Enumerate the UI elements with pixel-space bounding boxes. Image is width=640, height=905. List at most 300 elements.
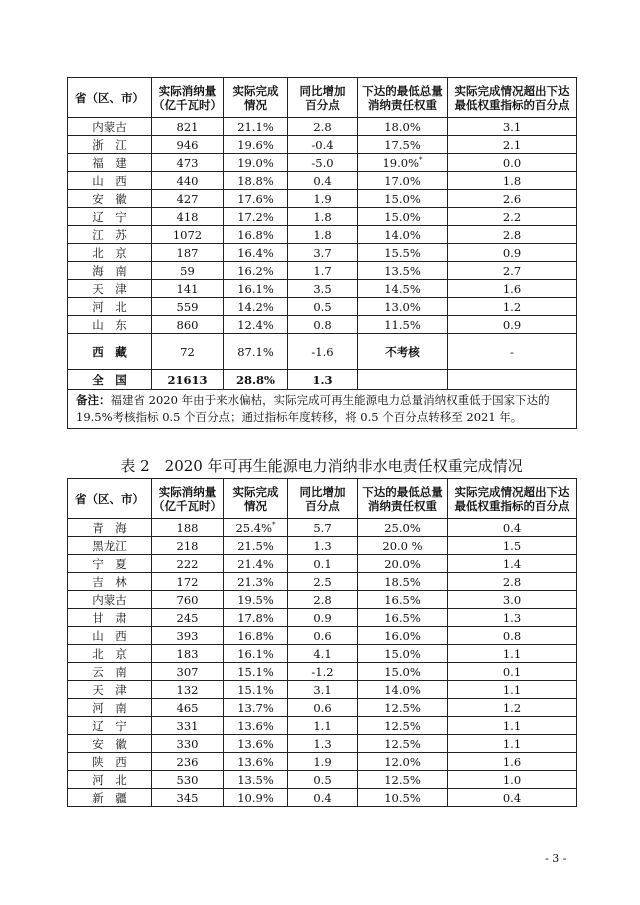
province-cell — [68, 735, 152, 753]
table-row — [68, 537, 577, 555]
province-cell — [68, 771, 152, 789]
table-cell — [224, 789, 288, 807]
column-header-line: 百分点 — [305, 97, 340, 112]
cell-value: 1.7 — [313, 263, 332, 278]
cell-value: 云 南 — [92, 664, 127, 679]
table-row — [68, 136, 577, 154]
cell-value: 331 — [176, 718, 199, 733]
table-cell — [224, 627, 288, 645]
province-cell — [68, 753, 152, 771]
cell-value: 13.5% — [237, 772, 274, 787]
cell-value: 172 — [176, 574, 199, 589]
table-cell — [288, 627, 358, 645]
column-header — [448, 78, 577, 118]
cell-value: 25.0% — [384, 520, 421, 535]
cell-value: 19.0% — [237, 155, 274, 170]
table-cell — [288, 316, 358, 334]
table-cell — [152, 591, 224, 609]
cell-value: - — [510, 344, 514, 359]
cell-value: 15.1% — [237, 664, 274, 679]
cell-value: 440 — [176, 173, 199, 188]
column-header-line: 省（区、市） — [75, 90, 144, 105]
table-cell — [224, 519, 288, 537]
cell-value: 946 — [176, 137, 199, 152]
cell-value: 4.1 — [313, 646, 332, 661]
column-header-line: 实际消纳量 — [158, 83, 217, 98]
province-cell — [68, 154, 152, 172]
province-cell — [68, 573, 152, 591]
cell-value: 18.8% — [237, 173, 274, 188]
cell-value: 16.1% — [237, 646, 274, 661]
table-cell — [288, 280, 358, 298]
table-cell — [358, 154, 448, 172]
province-cell — [68, 118, 152, 136]
table-total-consumption-weight — [67, 77, 577, 429]
table-cell — [448, 334, 577, 370]
table-cell — [224, 609, 288, 627]
cell-value: 17.5% — [384, 137, 421, 152]
cell-value: 21.5% — [237, 538, 274, 553]
cell-value: 1.9 — [313, 754, 332, 769]
column-header — [68, 78, 152, 118]
cell-value: 0.9 — [502, 245, 522, 260]
table-cell — [448, 789, 577, 807]
cell-value: 0.4 — [502, 520, 522, 535]
column-header-line: 最低权重指标的百分点 — [454, 498, 570, 513]
table-cell — [448, 262, 577, 280]
table-cell — [224, 190, 288, 208]
column-header-line: 下达的最低总量 — [362, 484, 443, 499]
cell-value: 1.4 — [502, 556, 522, 571]
province-cell — [68, 280, 152, 298]
table-row — [68, 244, 577, 262]
cell-value: 21.1% — [237, 119, 274, 134]
province-cell — [68, 226, 152, 244]
cell-value: 13.5% — [384, 263, 421, 278]
table-row — [68, 298, 577, 316]
cell-value: -1.2 — [311, 664, 334, 679]
table-cell — [224, 699, 288, 717]
table-cell — [152, 537, 224, 555]
table-cell — [152, 753, 224, 771]
column-header — [288, 78, 358, 118]
table-cell — [152, 226, 224, 244]
cell-value: 465 — [176, 700, 199, 715]
column-header — [358, 479, 448, 519]
table-cell — [224, 771, 288, 789]
table-cell — [288, 771, 358, 789]
cell-value: 山 西 — [92, 628, 127, 643]
note-row — [68, 390, 577, 429]
cell-value: 16.8% — [237, 628, 274, 643]
table-cell — [288, 789, 358, 807]
table-cell — [288, 537, 358, 555]
table-cell — [152, 645, 224, 663]
table-cell — [152, 154, 224, 172]
cell-value: 15.0% — [384, 646, 421, 661]
table-row — [68, 118, 577, 136]
cell-value: 13.6% — [237, 754, 274, 769]
cell-value: 5.7 — [313, 520, 332, 535]
cell-value: 132 — [176, 682, 199, 697]
column-header — [358, 78, 448, 118]
table-cell — [448, 735, 577, 753]
cell-value: 0.8 — [502, 628, 522, 643]
cell-value: 13.6% — [237, 736, 274, 751]
cell-value: 0.6 — [313, 628, 332, 643]
cell-value: 1072 — [172, 227, 203, 242]
cell-value: 内蒙古 — [92, 119, 127, 134]
cell-value: 1.1 — [313, 718, 332, 733]
table-cell — [152, 280, 224, 298]
table-cell — [152, 555, 224, 573]
cell-value: 1.6 — [502, 281, 522, 296]
cell-value: 0.6 — [313, 700, 332, 715]
column-header-line: 省（区、市） — [75, 491, 144, 506]
cell-value: 1.3 — [313, 538, 332, 553]
cell-value: 1.8 — [313, 227, 332, 242]
table-cell — [288, 645, 358, 663]
table-cell — [224, 172, 288, 190]
table-cell — [358, 244, 448, 262]
table-cell — [358, 334, 448, 370]
table-cell — [358, 118, 448, 136]
table-cell — [448, 699, 577, 717]
table-header-row — [68, 479, 577, 519]
table-cell — [358, 226, 448, 244]
cell-value: 1.8 — [502, 173, 522, 188]
column-header — [224, 78, 288, 118]
cell-value: 黑龙江 — [92, 538, 127, 553]
table-non-hydro-consumption-weight — [67, 478, 577, 807]
table-cell — [358, 208, 448, 226]
cell-value: 18.0% — [384, 119, 421, 134]
table-cell — [358, 663, 448, 681]
table-cell — [448, 645, 577, 663]
table-row — [68, 172, 577, 190]
cell-value: 16.1% — [237, 281, 274, 296]
cell-value: 山 东 — [92, 317, 127, 332]
table-row — [68, 591, 577, 609]
table-cell — [358, 555, 448, 573]
table-cell — [224, 154, 288, 172]
cell-value: 青 海 — [92, 520, 127, 535]
cell-value: 16.5% — [384, 592, 421, 607]
cell-value: 3.0 — [502, 592, 522, 607]
cell-value: 1.1 — [502, 682, 522, 697]
table-cell — [224, 118, 288, 136]
table-cell — [152, 771, 224, 789]
column-header-line: 百分点 — [305, 498, 340, 513]
cell-value: -0.4 — [311, 137, 334, 152]
cell-value: 16.8% — [237, 227, 274, 242]
cell-value: 11.5% — [384, 317, 421, 332]
column-header — [288, 479, 358, 519]
cell-value: 2.5 — [313, 574, 332, 589]
table-cell — [358, 190, 448, 208]
cell-value: 14.5% — [384, 281, 421, 296]
cell-value: 全 国 — [92, 372, 127, 387]
table-cell — [224, 555, 288, 573]
table-row — [68, 771, 577, 789]
table-cell — [152, 172, 224, 190]
table-cell — [358, 735, 448, 753]
cell-value: 16.2% — [237, 263, 274, 278]
footnote-mark: * — [419, 155, 423, 164]
column-header-line: （亿千瓦时） — [153, 498, 222, 513]
cell-value: 12.5% — [384, 718, 421, 733]
table-cell — [448, 717, 577, 735]
cell-value: 0.4 — [313, 790, 332, 805]
table-cell — [448, 190, 577, 208]
cell-value: 北 京 — [92, 646, 127, 661]
table-cell — [358, 717, 448, 735]
table-cell — [358, 645, 448, 663]
cell-value: 1.1 — [502, 718, 522, 733]
province-cell — [68, 136, 152, 154]
cell-value: 1.3 — [313, 736, 332, 751]
cell-value: 18.5% — [384, 574, 421, 589]
cell-value: 10.9% — [237, 790, 274, 805]
cell-value: 1.0 — [502, 772, 522, 787]
cell-value: 21.3% — [237, 574, 274, 589]
cell-value: 20.0% — [384, 556, 421, 571]
province-cell — [68, 609, 152, 627]
empty-cell — [448, 370, 577, 390]
column-header-line: 实际完成 — [232, 484, 279, 499]
cell-value: 13.7% — [237, 700, 274, 715]
column-header-line: 实际完成 — [232, 83, 279, 98]
table-cell — [224, 537, 288, 555]
table-cell — [448, 226, 577, 244]
province-cell — [68, 370, 152, 390]
table-cell — [358, 699, 448, 717]
table-row — [68, 753, 577, 771]
cell-value: 19.5% — [237, 592, 274, 607]
province-cell — [68, 699, 152, 717]
table-cell — [224, 208, 288, 226]
cell-value: 345 — [176, 790, 199, 805]
table-cell — [288, 370, 358, 390]
cell-value: 21.4% — [237, 556, 274, 571]
table-cell — [288, 699, 358, 717]
cell-value: 17.8% — [237, 610, 274, 625]
table-cell — [448, 316, 577, 334]
cell-value: 28.8% — [236, 372, 275, 387]
cell-value: 222 — [176, 556, 199, 571]
province-cell — [68, 555, 152, 573]
table-cell — [358, 537, 448, 555]
cell-value: 0.1 — [502, 664, 522, 679]
cell-value: 14.0% — [384, 227, 421, 242]
cell-value: 20.0 % — [382, 538, 423, 553]
table-cell — [358, 136, 448, 154]
table-cell — [288, 753, 358, 771]
cell-value: 393 — [176, 628, 199, 643]
table-cell — [448, 609, 577, 627]
table-cell — [288, 681, 358, 699]
cell-value: 陕 西 — [92, 754, 127, 769]
province-cell — [68, 645, 152, 663]
table-cell — [288, 262, 358, 280]
table-cell — [288, 118, 358, 136]
cell-value: 河 北 — [92, 299, 127, 314]
cell-value: 2.7 — [502, 263, 522, 278]
table-cell — [448, 172, 577, 190]
table-cell — [288, 663, 358, 681]
column-header — [68, 479, 152, 519]
province-cell — [68, 208, 152, 226]
column-header-line: 实际完成情况超出下达 — [454, 83, 570, 98]
cell-value: 新 疆 — [92, 790, 127, 805]
column-header-line: 同比增加 — [299, 83, 346, 98]
table-cell — [358, 573, 448, 591]
table-cell — [152, 573, 224, 591]
table-cell — [224, 681, 288, 699]
table-row — [68, 280, 577, 298]
cell-value: 1.1 — [502, 736, 522, 751]
cell-value: 21613 — [167, 372, 208, 387]
table-cell — [358, 172, 448, 190]
cell-value: -1.6 — [311, 344, 334, 359]
province-cell — [68, 717, 152, 735]
cell-value: 19.0% — [382, 155, 420, 170]
cell-value: 15.1% — [237, 682, 274, 697]
cell-value: 559 — [176, 299, 199, 314]
column-header — [224, 479, 288, 519]
column-header-line: （亿千瓦时） — [153, 97, 222, 112]
table-cell — [224, 573, 288, 591]
cell-value: 14.2% — [237, 299, 274, 314]
table-cell — [288, 717, 358, 735]
table-cell — [288, 573, 358, 591]
cell-value: 1.9 — [313, 191, 332, 206]
table-cell — [358, 771, 448, 789]
table-cell — [288, 334, 358, 370]
cell-value: 15.5% — [384, 245, 421, 260]
cell-value: 15.0% — [384, 664, 421, 679]
cell-value: -5.0 — [311, 155, 334, 170]
cell-value: 12.4% — [237, 317, 274, 332]
province-cell — [68, 681, 152, 699]
column-header-line: 消纳责任权重 — [368, 498, 437, 513]
table-cell — [224, 136, 288, 154]
cell-value: 16.5% — [384, 610, 421, 625]
cell-value: 1.2 — [502, 700, 522, 715]
cell-value: 12.5% — [384, 772, 421, 787]
cell-value: 16.0% — [384, 628, 421, 643]
cell-value: 1.8 — [313, 209, 332, 224]
cell-value: 1.3 — [502, 610, 522, 625]
table-cell — [358, 280, 448, 298]
cell-value: 87.1% — [237, 344, 274, 359]
cell-value: 河 南 — [92, 700, 127, 715]
cell-value: 3.5 — [313, 281, 332, 296]
note-label: 备注： — [76, 393, 111, 407]
table-cell — [358, 316, 448, 334]
cell-value: 17.2% — [237, 209, 274, 224]
province-cell — [68, 244, 152, 262]
cell-value: 12.0% — [384, 754, 421, 769]
cell-value: 2.1 — [502, 137, 522, 152]
table-row — [68, 573, 577, 591]
province-cell — [68, 298, 152, 316]
cell-value: 860 — [176, 317, 199, 332]
cell-value: 1.3 — [312, 372, 333, 387]
table-cell — [224, 370, 288, 390]
cell-value: 188 — [176, 520, 199, 535]
note-text: 福建省 2020 年由于来水偏枯，实际完成可再生能源电力总量消纳权重低于国家下达的 19.5%考核指标 0.5 个百分点；通过指标年度转移，将 0.5 个百分点转移至 2021 年。 — [76, 393, 550, 424]
cell-value: 江 苏 — [92, 227, 127, 242]
table-cell — [224, 298, 288, 316]
cell-value: 2.2 — [502, 209, 522, 224]
column-header-line: 消纳责任权重 — [368, 97, 437, 112]
table-cell — [288, 519, 358, 537]
table-cell — [152, 136, 224, 154]
table-cell — [358, 681, 448, 699]
table-row — [68, 627, 577, 645]
table-cell — [448, 244, 577, 262]
table-cell — [358, 753, 448, 771]
cell-value: 245 — [176, 610, 199, 625]
cell-value: 内蒙古 — [92, 592, 127, 607]
column-header — [152, 479, 224, 519]
cell-value: 0.9 — [313, 610, 332, 625]
table-cell — [152, 681, 224, 699]
table-row — [68, 208, 577, 226]
table-cell — [224, 262, 288, 280]
table-cell — [152, 334, 224, 370]
table-cell — [288, 208, 358, 226]
table-cell — [358, 609, 448, 627]
table-row — [68, 609, 577, 627]
table-cell — [152, 118, 224, 136]
table-cell — [224, 280, 288, 298]
table-cell — [152, 735, 224, 753]
table-row-tibet — [68, 334, 577, 370]
table-cell — [358, 789, 448, 807]
table-cell — [288, 735, 358, 753]
column-header-line: 下达的最低总量 — [362, 83, 443, 98]
table-cell — [288, 154, 358, 172]
cell-value: 不考核 — [385, 344, 420, 359]
table-cell — [358, 627, 448, 645]
cell-value: 218 — [176, 538, 199, 553]
table-cell — [152, 717, 224, 735]
cell-value: 15.0% — [384, 209, 421, 224]
cell-value: 2.8 — [313, 592, 332, 607]
province-cell — [68, 334, 152, 370]
column-header-line: 同比增加 — [299, 484, 346, 499]
table-cell — [448, 753, 577, 771]
table-cell — [288, 172, 358, 190]
table-cell — [152, 519, 224, 537]
province-cell — [68, 172, 152, 190]
cell-value: 473 — [176, 155, 199, 170]
province-cell — [68, 262, 152, 280]
cell-value: 1.6 — [502, 754, 522, 769]
cell-value: 0.9 — [502, 317, 522, 332]
table-cell — [152, 609, 224, 627]
cell-value: 海 南 — [92, 263, 127, 278]
table-cell — [224, 226, 288, 244]
cell-value: 3.1 — [502, 119, 522, 134]
table-row — [68, 735, 577, 753]
cell-value: 0.4 — [313, 173, 332, 188]
table-cell — [152, 699, 224, 717]
table-row — [68, 154, 577, 172]
cell-value: 16.4% — [237, 245, 274, 260]
